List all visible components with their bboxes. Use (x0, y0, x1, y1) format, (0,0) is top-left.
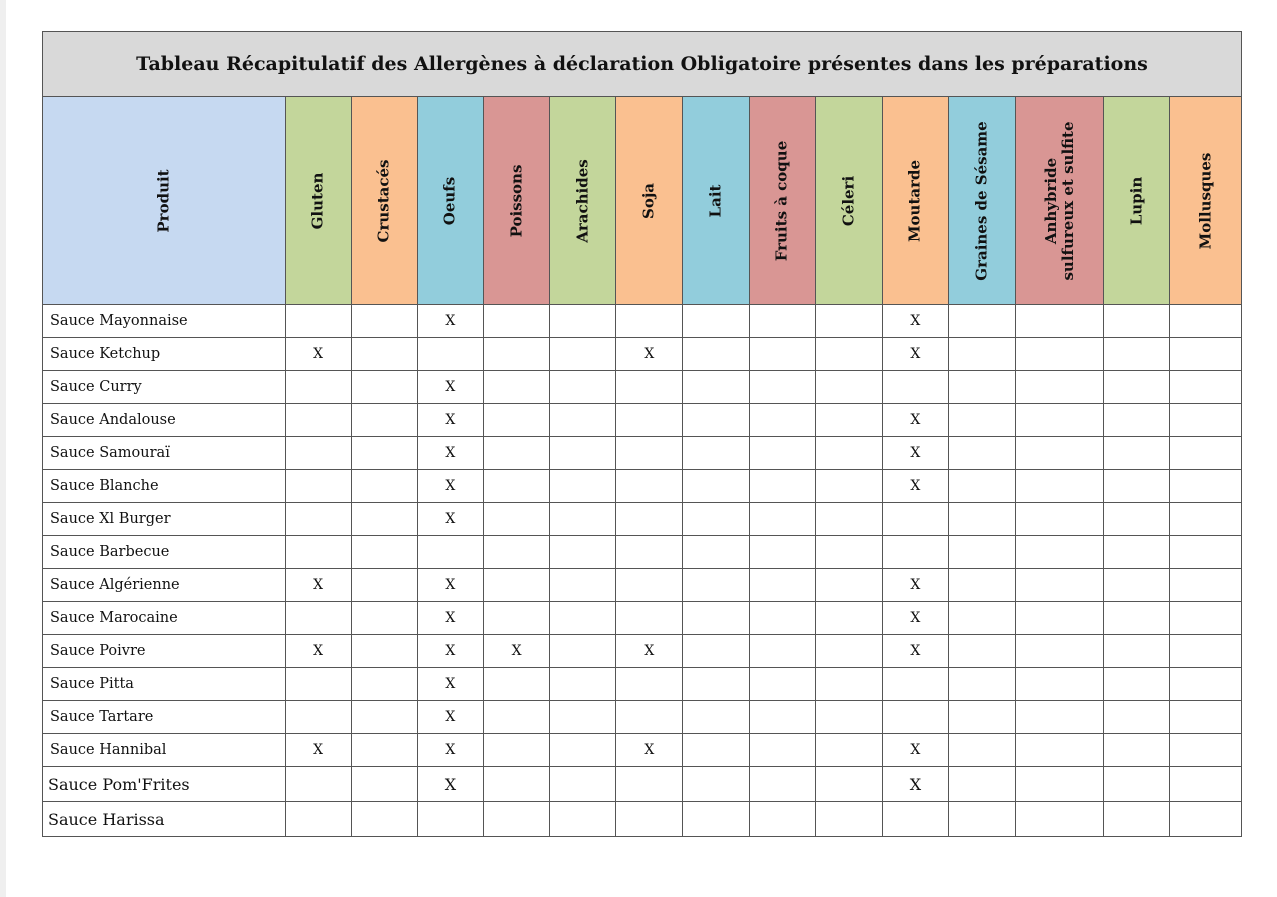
allergen-cell (550, 404, 616, 437)
allergen-cell (1016, 602, 1104, 635)
allergen-cell (1104, 536, 1170, 569)
allergen-cell: X (882, 734, 948, 767)
allergen-cell (749, 602, 815, 635)
allergen-cell (483, 404, 549, 437)
allergen-cell (1016, 569, 1104, 602)
allergen-cell: X (285, 569, 351, 602)
allergen-cell (285, 701, 351, 734)
allergen-cell (351, 701, 417, 734)
allergen-cell (285, 802, 351, 837)
allergen-cell (1170, 569, 1242, 602)
allergen-cell (285, 668, 351, 701)
allergen-cell (351, 338, 417, 371)
allergen-cell (483, 569, 549, 602)
allergen-cell: X (417, 404, 483, 437)
allergen-header-12 (1016, 97, 1104, 305)
allergen-cell (483, 503, 549, 536)
product-name: Sauce Hannibal (43, 734, 286, 767)
product-name: Sauce Pitta (43, 668, 286, 701)
allergen-cell (882, 536, 948, 569)
product-name: Sauce Blanche (43, 470, 286, 503)
allergen-cell (1104, 470, 1170, 503)
allergen-cell (1016, 536, 1104, 569)
allergen-cell (683, 404, 749, 437)
product-header-label: Produit (154, 168, 173, 233)
allergen-cell (285, 305, 351, 338)
allergen-cell (882, 802, 948, 837)
allergen-cell (749, 503, 815, 536)
allergen-header-label: Arachides (573, 158, 592, 243)
allergen-cell (616, 802, 683, 837)
product-name: Sauce Pom'Frites (43, 767, 286, 802)
allergen-header-8 (749, 97, 815, 305)
allergen-cell (749, 767, 815, 802)
table-row (43, 602, 1242, 635)
product-column-header (43, 97, 286, 305)
allergen-cell (550, 569, 616, 602)
allergen-header-label: Fruits à coque (772, 140, 791, 261)
allergen-cell (483, 536, 549, 569)
allergen-cell (1170, 602, 1242, 635)
allergen-cell (616, 503, 683, 536)
allergen-cell: X (417, 503, 483, 536)
allergen-cell (1170, 734, 1242, 767)
allergen-cell (351, 668, 417, 701)
allergen-header-label: Crustacés (374, 159, 393, 242)
allergen-cell (550, 701, 616, 734)
allergen-cell (550, 305, 616, 338)
allergen-cell (683, 338, 749, 371)
allergen-cell (1104, 635, 1170, 668)
allergen-cell (683, 602, 749, 635)
allergen-cell (1104, 569, 1170, 602)
allergen-cell (948, 635, 1015, 668)
allergen-cell (285, 437, 351, 470)
allergen-cell (1170, 338, 1242, 371)
allergen-cell (483, 701, 549, 734)
allergen-cell (550, 503, 616, 536)
allergen-cell (815, 338, 882, 371)
allergen-cell (882, 371, 948, 404)
allergen-cell: X (882, 569, 948, 602)
table-row (43, 802, 1242, 837)
allergen-header-label: Oeufs (440, 176, 459, 225)
allergen-cell (616, 536, 683, 569)
allergen-cell (550, 338, 616, 371)
allergen-cell (616, 404, 683, 437)
allergen-cell (749, 668, 815, 701)
allergen-cell (948, 470, 1015, 503)
product-name: Sauce Poivre (43, 635, 286, 668)
allergen-cell (550, 802, 616, 837)
allergen-cell (1170, 635, 1242, 668)
allergen-cell: X (417, 734, 483, 767)
allergen-cell (285, 371, 351, 404)
allergen-cell: X (417, 371, 483, 404)
header-row (43, 97, 1242, 305)
allergen-cell (616, 437, 683, 470)
allergen-cell (1170, 802, 1242, 837)
allergen-cell (815, 701, 882, 734)
table-row (43, 569, 1242, 602)
allergen-header-1 (285, 97, 351, 305)
allergen-cell: X (417, 437, 483, 470)
allergen-cell: X (882, 635, 948, 668)
allergen-cell: X (882, 437, 948, 470)
allergen-cell (483, 437, 549, 470)
product-name: Sauce Ketchup (43, 338, 286, 371)
allergen-cell (417, 802, 483, 837)
allergen-cell (815, 767, 882, 802)
product-name: Sauce Harissa (43, 802, 286, 837)
product-name: Sauce Curry (43, 371, 286, 404)
allergen-header-13 (1104, 97, 1170, 305)
table-row (43, 734, 1242, 767)
table-row (43, 536, 1242, 569)
allergen-cell (683, 701, 749, 734)
allergen-cell (1170, 536, 1242, 569)
allergen-cell (1016, 802, 1104, 837)
table-title: Tableau Récapitulatif des Allergènes à déclaration Obligatoire présentes dans les préparations (43, 32, 1242, 97)
allergen-cell (351, 767, 417, 802)
allergen-cell (948, 338, 1015, 371)
allergen-cell (1104, 404, 1170, 437)
allergen-cell: X (616, 338, 683, 371)
allergen-cell (285, 404, 351, 437)
allergen-header-label: Mollusques (1196, 152, 1215, 249)
table-row (43, 371, 1242, 404)
allergen-cell (483, 802, 549, 837)
allergen-cell (616, 305, 683, 338)
allergen-cell (1104, 701, 1170, 734)
allergen-cell (948, 701, 1015, 734)
allergen-cell (550, 734, 616, 767)
allergen-cell (1104, 371, 1170, 404)
allergen-cell: X (882, 305, 948, 338)
table-row (43, 437, 1242, 470)
allergen-cell (616, 470, 683, 503)
allergen-cell (683, 569, 749, 602)
table-row (43, 701, 1242, 734)
table-row (43, 767, 1242, 802)
allergen-cell (483, 767, 549, 802)
allergen-cell (1016, 767, 1104, 802)
allergen-cell (815, 569, 882, 602)
allergen-cell (1104, 668, 1170, 701)
allergen-cell: X (285, 338, 351, 371)
allergen-header-2 (351, 97, 417, 305)
allergen-cell (882, 701, 948, 734)
allergen-cell (749, 305, 815, 338)
allergen-cell (616, 668, 683, 701)
allergen-cell (1016, 338, 1104, 371)
allergen-cell: X (417, 701, 483, 734)
allergen-cell (483, 305, 549, 338)
allergen-cell (815, 503, 882, 536)
allergen-cell (1104, 602, 1170, 635)
allergen-cell (1016, 668, 1104, 701)
allergen-cell (1170, 371, 1242, 404)
allergen-cell: X (616, 734, 683, 767)
table-row (43, 635, 1242, 668)
allergen-header-label: Graines de Sésame (972, 120, 991, 281)
allergen-cell (351, 569, 417, 602)
allergen-cell (815, 536, 882, 569)
product-name: Sauce Samouraï (43, 437, 286, 470)
allergen-cell (1170, 668, 1242, 701)
allergen-cell: X (417, 668, 483, 701)
allergen-cell (285, 767, 351, 802)
allergen-cell: X (483, 635, 549, 668)
allergen-cell (616, 701, 683, 734)
allergen-cell (815, 635, 882, 668)
allergen-cell: X (417, 635, 483, 668)
allergen-cell (1104, 767, 1170, 802)
allergen-cell (749, 338, 815, 371)
allergen-cell (948, 802, 1015, 837)
allergen-cell (483, 734, 549, 767)
allergen-cell (815, 371, 882, 404)
allergen-cell (948, 503, 1015, 536)
allergen-cell (550, 767, 616, 802)
allergen-cell: X (417, 569, 483, 602)
allergen-cell (483, 668, 549, 701)
allergen-cell (683, 503, 749, 536)
allergen-cell (948, 602, 1015, 635)
allergen-header-label: Anhybride sulfureux et sulfite (1041, 120, 1077, 281)
allergen-cell (483, 602, 549, 635)
allergen-cell (351, 404, 417, 437)
allergen-cell (948, 371, 1015, 404)
allergen-cell (351, 635, 417, 668)
allergen-cell (1104, 734, 1170, 767)
allergen-cell (285, 536, 351, 569)
allergen-cell (1104, 338, 1170, 371)
allergen-cell: X (417, 305, 483, 338)
allergen-header-label: Soja (639, 182, 658, 219)
allergen-cell (1016, 701, 1104, 734)
allergen-cell (351, 536, 417, 569)
allergen-header-9 (815, 97, 882, 305)
product-name: Sauce Mayonnaise (43, 305, 286, 338)
allergen-cell (1016, 437, 1104, 470)
allergen-cell: X (882, 470, 948, 503)
allergen-cell (683, 734, 749, 767)
allergen-cell: X (285, 635, 351, 668)
allergen-cell (1170, 767, 1242, 802)
allergen-cell (483, 338, 549, 371)
allergen-cell (683, 767, 749, 802)
allergen-cell (1016, 734, 1104, 767)
allergen-cell (483, 371, 549, 404)
allergen-cell (948, 437, 1015, 470)
product-name: Sauce Barbecue (43, 536, 286, 569)
allergen-cell (351, 305, 417, 338)
allergen-cell (417, 536, 483, 569)
allergen-cell (749, 470, 815, 503)
allergen-cell (616, 569, 683, 602)
table-row (43, 338, 1242, 371)
allergen-cell (815, 602, 882, 635)
allergen-cell (616, 602, 683, 635)
allergen-cell (948, 404, 1015, 437)
allergen-cell (815, 734, 882, 767)
allergen-cell (351, 802, 417, 837)
allergen-cell (815, 437, 882, 470)
allergen-cell (550, 437, 616, 470)
allergen-header-6 (616, 97, 683, 305)
allergen-cell (1170, 470, 1242, 503)
allergen-cell (550, 470, 616, 503)
allergen-cell (1016, 503, 1104, 536)
allergen-cell (351, 503, 417, 536)
allergen-header-label: Poissons (507, 164, 526, 237)
allergen-cell (483, 470, 549, 503)
allergen-cell (948, 668, 1015, 701)
allergen-cell (749, 734, 815, 767)
allergen-header-10 (882, 97, 948, 305)
allergen-cell (948, 767, 1015, 802)
allergen-table (42, 31, 1242, 837)
allergen-cell (815, 404, 882, 437)
allergen-cell: X (882, 767, 948, 802)
allergen-cell (1104, 802, 1170, 837)
allergen-cell: X (417, 602, 483, 635)
product-name: Sauce Xl Burger (43, 503, 286, 536)
allergen-cell (882, 668, 948, 701)
allergen-cell (749, 569, 815, 602)
product-name: Sauce Marocaine (43, 602, 286, 635)
allergen-cell (616, 371, 683, 404)
allergen-cell (616, 767, 683, 802)
allergen-cell: X (882, 338, 948, 371)
allergen-cell (683, 802, 749, 837)
allergen-cell (749, 371, 815, 404)
allergen-cell: X (417, 767, 483, 802)
allergen-header-14 (1170, 97, 1242, 305)
allergen-cell (749, 701, 815, 734)
allergen-cell (351, 371, 417, 404)
allergen-cell (550, 668, 616, 701)
allergen-header-label: Gluten (308, 172, 327, 229)
allergen-cell: X (417, 470, 483, 503)
allergen-header-11 (948, 97, 1015, 305)
table-row (43, 668, 1242, 701)
allergen-cell (749, 437, 815, 470)
allergen-cell: X (882, 404, 948, 437)
allergen-cell (1016, 404, 1104, 437)
allergen-cell (815, 305, 882, 338)
allergen-cell (417, 338, 483, 371)
allergen-cell (351, 734, 417, 767)
allergen-cell (351, 470, 417, 503)
allergen-cell (1016, 635, 1104, 668)
document-page (6, 0, 1277, 897)
allergen-cell (948, 734, 1015, 767)
allergen-cell: X (285, 734, 351, 767)
allergen-cell (1104, 305, 1170, 338)
allergen-cell (749, 802, 815, 837)
allergen-cell (749, 536, 815, 569)
allergen-cell (683, 635, 749, 668)
allergen-cell (1016, 371, 1104, 404)
allergen-cell (285, 503, 351, 536)
allergen-header-label: Lupin (1127, 176, 1146, 225)
table-row (43, 470, 1242, 503)
allergen-cell (1170, 437, 1242, 470)
table-row (43, 305, 1242, 338)
allergen-cell (550, 635, 616, 668)
allergen-cell (1016, 470, 1104, 503)
allergen-cell (683, 305, 749, 338)
allergen-cell (1016, 305, 1104, 338)
table-row (43, 404, 1242, 437)
allergen-header-label: Moutarde (905, 159, 924, 242)
allergen-cell (815, 802, 882, 837)
allergen-header-7 (683, 97, 749, 305)
allergen-cell (550, 371, 616, 404)
allergen-cell (285, 470, 351, 503)
allergen-header-3 (417, 97, 483, 305)
allergen-header-4 (483, 97, 549, 305)
allergen-cell (948, 536, 1015, 569)
allergen-cell (1170, 503, 1242, 536)
allergen-cell (882, 503, 948, 536)
allergen-header-label: Céleri (839, 175, 858, 226)
allergen-cell (815, 668, 882, 701)
allergen-cell (351, 602, 417, 635)
allergen-cell (1170, 404, 1242, 437)
product-name: Sauce Andalouse (43, 404, 286, 437)
allergen-cell (948, 569, 1015, 602)
allergen-cell (351, 437, 417, 470)
allergen-cell: X (616, 635, 683, 668)
table-row (43, 503, 1242, 536)
allergen-cell (683, 437, 749, 470)
allergen-cell (1104, 503, 1170, 536)
allergen-cell (683, 470, 749, 503)
allergen-cell (550, 536, 616, 569)
allergen-cell (683, 371, 749, 404)
allergen-cell (1170, 701, 1242, 734)
allergen-cell (285, 602, 351, 635)
allergen-cell: X (882, 602, 948, 635)
allergen-cell (683, 536, 749, 569)
allergen-cell (1170, 305, 1242, 338)
allergen-cell (749, 404, 815, 437)
allergen-cell (550, 602, 616, 635)
allergen-cell (683, 668, 749, 701)
product-name: Sauce Tartare (43, 701, 286, 734)
allergen-header-label: Lait (706, 184, 725, 217)
allergen-header-5 (550, 97, 616, 305)
product-name: Sauce Algérienne (43, 569, 286, 602)
allergen-cell (1104, 437, 1170, 470)
allergen-cell (749, 635, 815, 668)
allergen-cell (815, 470, 882, 503)
allergen-cell (948, 305, 1015, 338)
